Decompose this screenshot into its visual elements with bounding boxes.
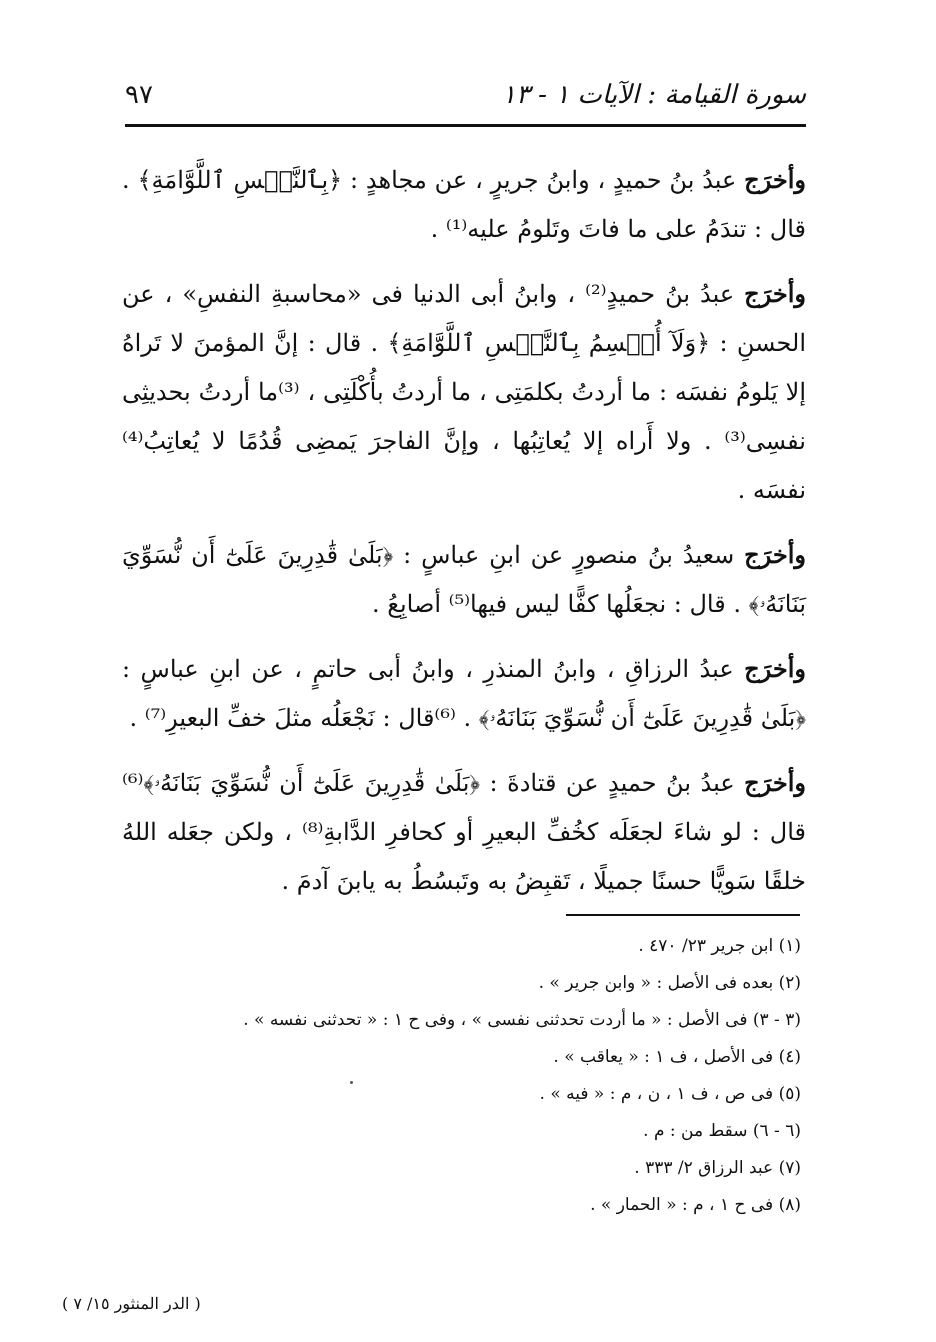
footnote-separator <box>566 914 800 916</box>
footnote: (٧) عبد الرزاق ٢/ ٣٣٣ . <box>634 1158 801 1178</box>
header-rule <box>125 124 806 127</box>
paragraph-lead: وأخرَج <box>744 165 806 194</box>
paragraph-text: عبدُ الرزاقِ ، وابنُ المنذرِ ، وابنُ أبى حاتمٍ ، عن ابنِ عباسٍ : ﴿بَلَىٰ قَٰدِرِينَ عَلَىٰٓ أَن نُّسَوِّيَ بَنَانَهُۥ﴾ . ⁽⁶⁾قال : نَجْعَلُه مثلَ خفِّ البعيرِ⁽⁷⁾ . <box>122 655 806 732</box>
paragraph <box>122 530 806 629</box>
paragraph <box>122 644 806 743</box>
paragraph <box>122 155 806 254</box>
paragraph <box>122 269 806 515</box>
footnote: (١) ابن جرير ٢٣/ ٤٧٠ . <box>638 936 801 956</box>
paragraph-text: عبدُ بنُ حميدٍ عن قتادةَ : ﴿بَلَىٰ قَٰدِرِينَ عَلَىٰٓ أَن نُّسَوِّيَ بَنَانَهُۥ﴾⁽⁶⁾ قال : لو شاءَ لجعَلَه كخُفِّ البعيرِ أو كحافرِ الدَّابةِ⁽⁸⁾ ، ولكن جعَله اللهُ خلقًا سَويًّا حسنًا جميلًا ، تَقبِضُ به وتَبسُطُ به يابنَ آدمَ . <box>122 769 806 895</box>
footnote: (٨) فى ح ١ ، م : « الحمار » . <box>590 1195 801 1215</box>
paragraph-lead: وأخرَج <box>744 540 806 569</box>
footnote: (٤) فى الأصل ، ف ١ : « يعاقب » . <box>553 1047 801 1067</box>
print-speck <box>350 1081 353 1084</box>
main-text <box>122 155 806 921</box>
footnote: (٥) فى ص ، ف ١ ، ن ، م : « فيه » . <box>539 1084 801 1104</box>
paragraph-lead: وأخرَج <box>744 768 806 797</box>
paragraph-lead: وأخرَج <box>744 654 806 683</box>
footnote: (٢) بعده فى الأصل : « وابن جرير » . <box>538 973 801 993</box>
running-title: سورة القيامة : الآيات ١ - ١٣ <box>501 80 806 110</box>
paragraph-lead: وأخرَج <box>744 279 806 308</box>
page-number: ٩٧ <box>125 80 153 110</box>
paragraph-text: عبدُ بنُ حميدٍ⁽²⁾ ، وابنُ أبى الدنيا فى «محاسبةِ النفسِ» ، عن الحسنِ : ﴿وَلَآ أُقۡسِمُ بِٱلنَّفۡسِ ٱللَّوَّامَةِ﴾ . قال : إنَّ المؤمنَ لا تَراهُ إلا يَلومُ نفسَه : ما أردتُ بكلمَتِى ، ما أردتُ بأُكْلَتِى ، ⁽³⁾ما أردتُ بحديثِى نفسِى⁽³⁾ . ولا أَراه إلا يُعاتِبُها ، وإنَّ الفاجرَ يَمضِى قُدُمًا لا يُعاتِبُ⁽⁴⁾ نفسَه . <box>122 280 806 504</box>
paragraph-text: عبدُ بنُ حميدٍ ، وابنُ جريرٍ ، عن مجاهدٍ : ﴿بِٱلنَّفۡسِ ٱللَّوَّامَةِ﴾ . قال : تندَمُ على ما فاتَ وتَلومُ عليه⁽¹⁾ . <box>122 166 806 243</box>
footnote: (٣ - ٣) فى الأصل : « ما أردت تحدثنى نفسى » ، وفى ح ١ : « تحدثنى نفسه » . <box>243 1010 801 1030</box>
volume-signature: ( الدر المنثور ١٥/ ٧ ) <box>62 1294 201 1313</box>
footnote: (٦ - ٦) سقط من : م . <box>643 1121 801 1141</box>
paragraph <box>122 758 806 906</box>
paragraph-text: سعيدُ بنُ منصورٍ عن ابنِ عباسٍ : ﴿بَلَىٰ قَٰدِرِينَ عَلَىٰٓ أَن نُّسَوِّيَ بَنَانَهُۥ﴾ . قال : نجعَلُها كفًّا ليس فيها⁽⁵⁾ أصابِعُ . <box>122 541 806 618</box>
footnotes <box>201 928 801 1224</box>
page-header <box>125 72 806 120</box>
